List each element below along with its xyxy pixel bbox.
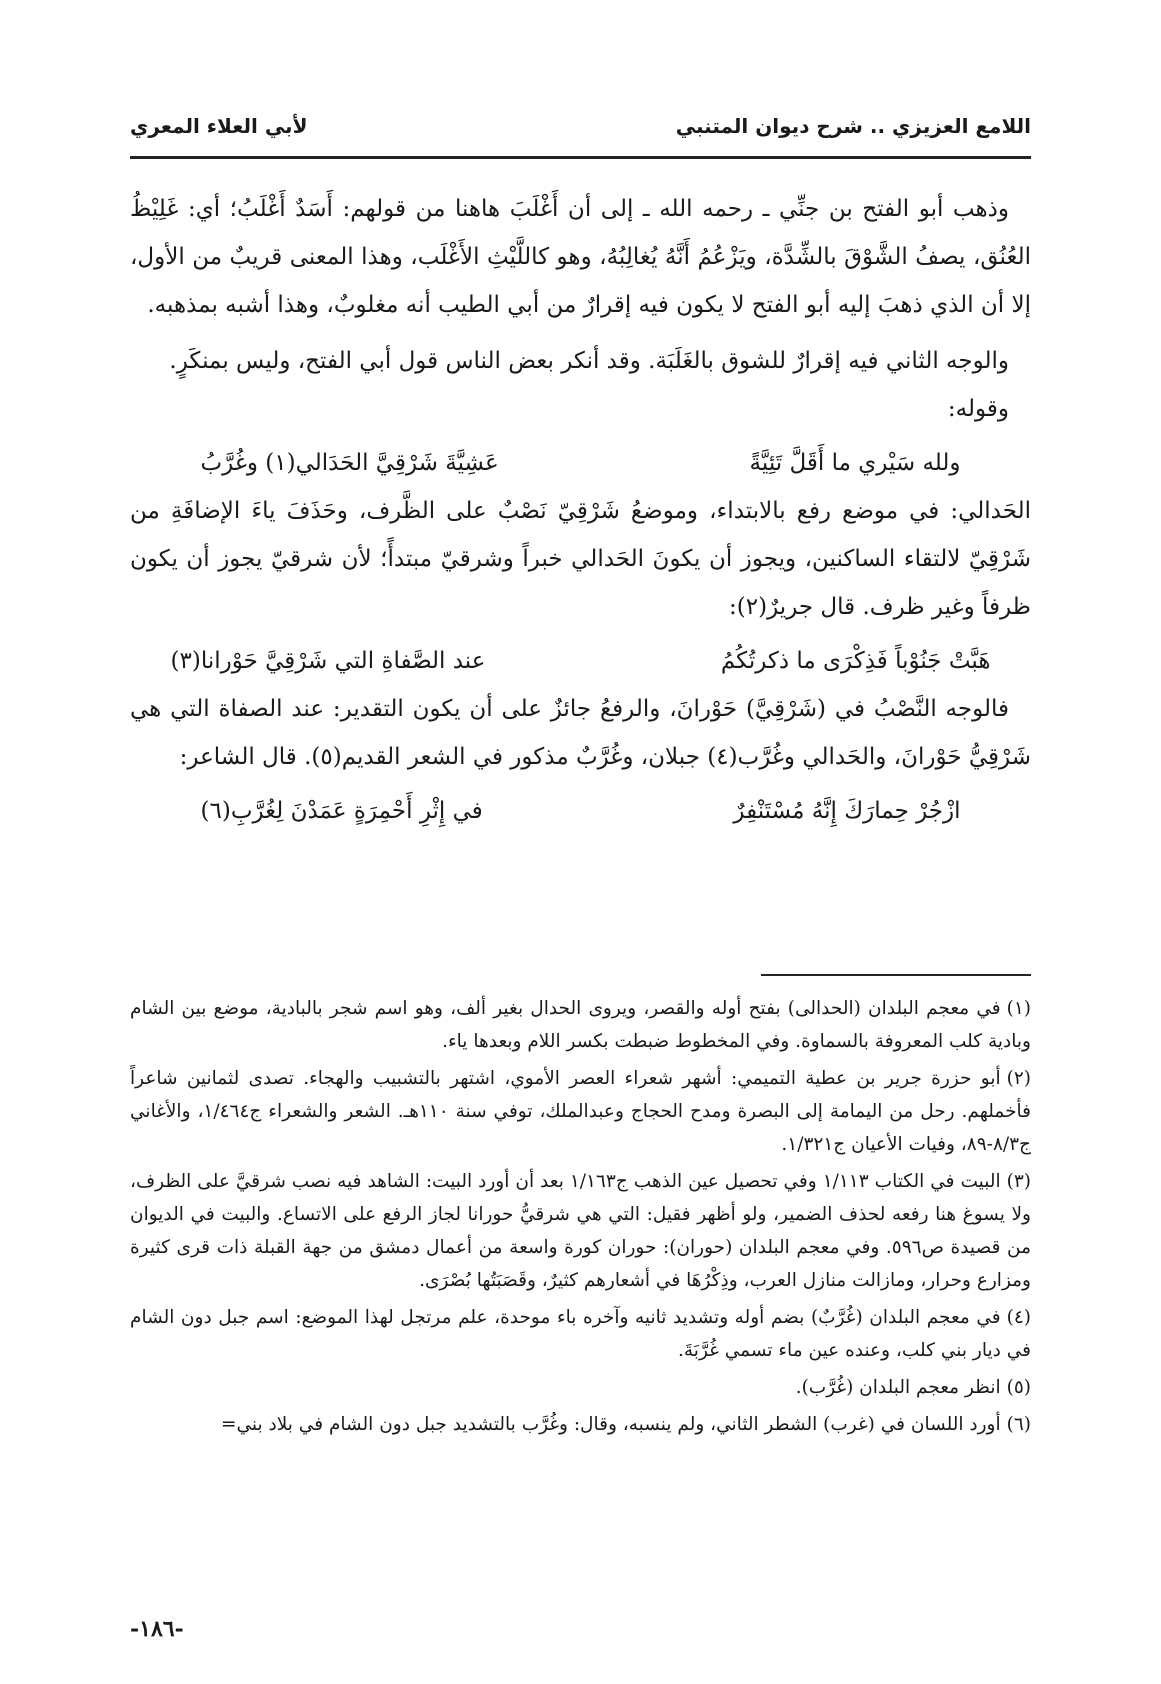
verse-2-second-hemistich: عند الصَّفاةِ التي شَرْقِيَّ حَوْرانا(٣) [170, 648, 486, 674]
footnote-6 [130, 1408, 1031, 1441]
paragraph-grammar: الحَدالي: في موضع رفع بالابتداء، وموضعُ شَرْقِيّ نَصْبٌ على الظَّرف، وحَذَفَ ياءَ الإضافَةِ من شَرْقِيّ لالتقاء الساكنين، ويجوز أن يكونَ الحَدالي خبراً وشرقيّ مبتدأً؛ لأن شرقيّ يجوز أن يكون ظرفاً وغير ظرف. قال جريرٌ(٢): [130, 498, 1031, 620]
header-author: لأبي العلاء المعري [130, 114, 308, 138]
footnote-text: في معجم البلدان (الحدالى) بفتح أوله والقصر، ويروى الحدال بغير ألف، وهو اسم شجر بالبادية، موضع بين الشام وبادية كلب المعروفة بالسماوة. وفي المخطوط ضبطت بكسر اللام وبعدها ياء. [130, 998, 1031, 1052]
footnote-number: (٥) [1006, 1377, 1031, 1398]
verse-2-first-hemistich: هَبَّتْ جَنُوْباً فَذِكْرَى ما ذكرتُكُمُ [720, 648, 991, 674]
footnote-4 [130, 1301, 1031, 1367]
footnote-1 [130, 992, 1031, 1058]
page-number: -١٨٦- [130, 1616, 184, 1642]
verse-1-first-hemistich: ولله سَيْري ما أَقَلَّ تَئِيَّةً [749, 450, 961, 476]
footnote-divider [761, 974, 1031, 976]
verse-3-second-hemistich: في إِثْرِ أَحْمِرَةٍ عَمَدْنَ لِغُرَّبِ(٦) [200, 798, 483, 824]
footnote-number: (١) [1006, 998, 1031, 1019]
footnotes [130, 992, 1031, 1445]
header-divider [130, 156, 1031, 159]
paragraph-case-analysis: فالوجه النَّصْبُ في (شَرْقِيَّ) حَوْرانَ، والرفعُ جائزٌ على أن يكون التقدير: عند الصفاة التي هي شَرْقِيُّ حَوْرانَ، والحَدالي وغُرَّب(٤) جبلان، وغُرَّبٌ مذكور في الشعر القديم(٥). قال الشاعر: [130, 696, 1031, 770]
verse-1-second-hemistich: عَشِيَّةَ شَرْقِيَّ الحَدَالي(١) وغُرَّبُ [200, 450, 499, 476]
header-book-title: اللامع العزيزي .. شرح ديوان المتنبي [675, 114, 1031, 138]
footnote-number: (٤) [1006, 1307, 1031, 1328]
footnote-2 [130, 1062, 1031, 1161]
footnote-text: أبو حزرة جرير بن عطية التميمي: أشهر شعراء العصر الأموي، اشتهر بالتشبيب والهجاء. تصدى لثمانين شاعراً فأخملهم. رحل من اليمامة إلى البصرة ومدح الحجاج وعبدالملك، توفي سنة ١١٠هـ. الشعر والشعراء ج١/٤٦٤، والأغاني ج٨/٣-٨٩، وفيات الأعيان ج١/٣٢١. [130, 1068, 1031, 1155]
footnote-text: أورد اللسان في (غرب) الشطر الثاني، ولم ينسبه، وقال: وغُرَّب بالتشديد جبل دون الشام في بلاد بني= [220, 1414, 1001, 1435]
footnote-number: (٦) [1006, 1414, 1031, 1435]
footnote-text: البيت في الكتاب ١/١١٣ وفي تحصيل عين الذهب ج١/١٦٣ بعد أن أورد البيت: الشاهد فيه نصب شرقيَّ على الظرف، ولا يسوغ هنا رفعه لحذف الضمير، ولو أظهر فقيل: التي هي شرقيُّ حورانا لجاز الرفع على الاتساع. والبيت في الديوان من قصيدة ص٥٩٦. وفي معجم البلدان (حوران): حوران كورة واسعة من أعمال دمشق من جهة القبلة ذات قرى كثيرة ومزارع وحرار، ومازالت منازل العرب، وذِكْرُهَا في أشعارهم كثيرٌ، وقَصَبَتُها بُصْرَى. [130, 1171, 1031, 1291]
footnote-text: انظر معجم البلدان (غُرَّب). [795, 1377, 1001, 1398]
paragraph-quote-intro: وقوله: [947, 396, 1009, 422]
footnote-number: (٢) [1006, 1068, 1031, 1089]
paragraph-1: وذهب أبو الفتح بن جنِّي ـ رحمه الله ـ إلى أن أَغْلَبَ هاهنا من قولهم: أَسَدٌ أَغْلَبُ؛ أي: غَلِيْظُ العُنُق، يصفُ الشَّوْقَ بالشِّدَّة، ويَزْعُمُ أَنَّهُ يُغالِبُهُ، وهو كاللَّيْثِ الأَغْلَب، وهذا المعنى قريبٌ من الأول، إلا أن الذي ذهبَ إليه أبو الفتح لا يكون فيه إقرارٌ من أبي الطيب أنه مغلوبٌ، وهذا أشبه بمذهبه. [130, 196, 1031, 318]
verse-3-first-hemistich: ازْجُرْ حِمارَكَ إِنَّهُ مُسْتَنْفِرٌ [733, 798, 961, 824]
main-text [130, 185, 1031, 835]
footnote-5 [130, 1371, 1031, 1404]
verse-1 [201, 439, 961, 487]
running-header [130, 108, 1031, 148]
verse-2 [171, 637, 991, 685]
footnote-number: (٣) [1006, 1171, 1031, 1192]
paragraph-second-view: والوجه الثاني فيه إقرارٌ للشوق بالغَلَبَة. وقد أنكر بعض الناس قول أبي الفتح، وليس بمنكَرٍ. [169, 348, 1009, 374]
verse-3 [201, 787, 961, 835]
footnote-text: في معجم البلدان (غُرَّبٌ) بضم أوله وتشديد ثانيه وآخره باء موحدة، علم مرتجل لهذا الموضع: اسم جبل دون الشام في ديار بني كلب، وعنده عين ماء تسمي غُرَّبَةَ. [130, 1307, 1031, 1361]
footnote-3 [130, 1165, 1031, 1297]
